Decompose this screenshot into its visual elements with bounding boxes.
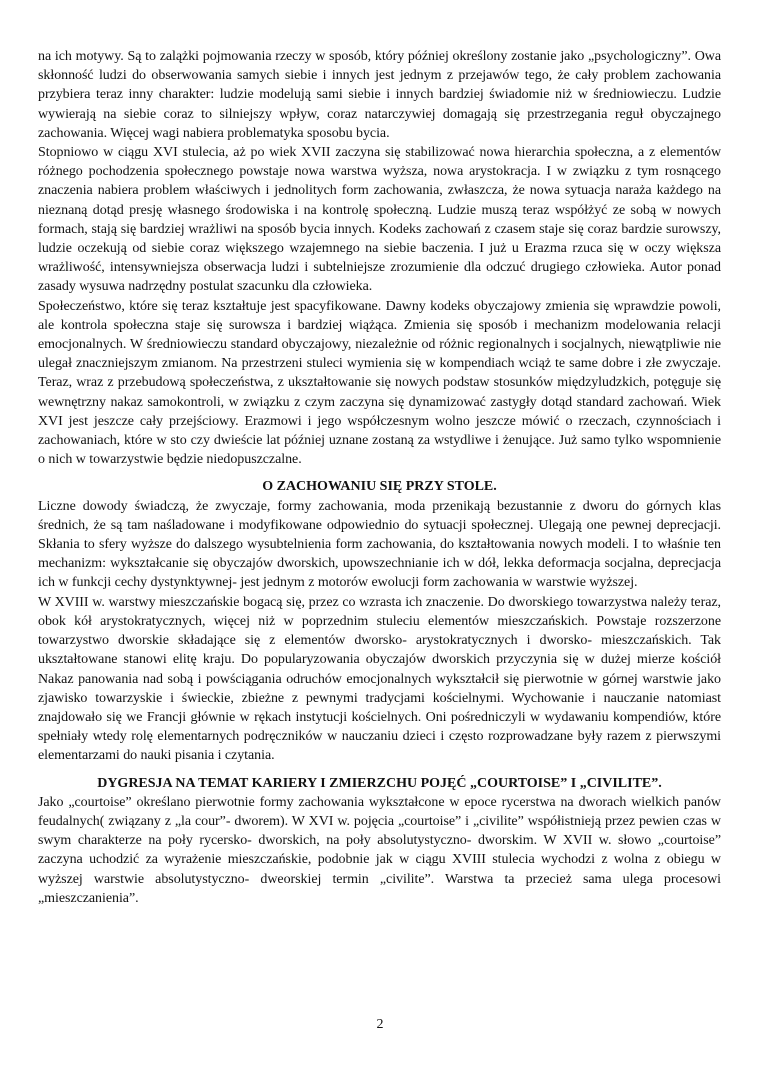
heading-digression: DYGRESJA NA TEMAT KARIERY I ZMIERZCHU POJĘĆ „COURTOISE” I „CIVILITE”. bbox=[97, 775, 662, 791]
paragraph-pacified-society: Społeczeństwo, które się teraz kształtuje jest spacyfikowane. Dawny kodeks obyczajowy zmienia się wprawdzie powoli, ale kontrola społeczna staje się surowsza i bardziej wiążąca. Zmienia się sposób i mechanizm modelowania relacji emocjonalnych. W średniowieczu standard obyczajowy, niezależnie od różnic regionalnych i socjalnych, niewątpliwie nie ulegał znaczniejszym zmianom. Na przestrzeni stuleci wymienia się w kompendiach wciąż te same dobre i złe zwyczaje. Teraz, wraz z przebudową społeczeństwa, z ukształtowanie się nowych podstaw stosunków międzyludzkich, potęguje się wewnętrzny nakaz samokontroli, w związku z czym zaczyna się dynamizować zastygły dotąd standard zachowań. Wiek XVI jest jeszcze cały przejściowy. Erazmowi i jego współczesnym wolno jeszcze mówić o rzeczach, czynnościach i zachowaniach, które w sto czy dwieście lat później uznane zostaną za wstydliwe i żenujące. Już samo tylko wspomnienie o nich w towarzystwie będzie niedopuszczalne. bbox=[38, 298, 721, 468]
paragraph-court-customs: Liczne dowody świadczą, że zwyczaje, formy zachowania, moda przenikają bezustannie z dworu do górnych klas średnich, że są tam naśladowane i modyfikowane odpowiednio do sytuacji społecznej. Ulegają one pewnej deprecjacji. Skłania to sfery wyższe do dalszego wysubtelnienia form zachowania, do kształtowania nowych modeli. I to właśnie ten mechanizm: wykształcanie się obyczajów dworskich, upowszechnianie ich w dół, lekka deformacja socjalna, deprecjacja ich w funkcji cechy dystynktywnej- jest jednym z motorów ewolucji form zachowania w warstwie wyższej. bbox=[38, 498, 721, 591]
document-page bbox=[38, 47, 721, 908]
paragraph-psychological-motives: na ich motywy. Są to zalążki pojmowania rzeczy w sposób, który później określony zostanie jako „psychologiczny”. Owa skłonność ludzi do obserwowania samych siebie i innych jest jednym z przejawów tego, że cały problem zachowania przybiera teraz inny charakter: ludzie modelują sami siebie i innych bardziej świadomie niż w średniowieczu. Ludzie wywierają na siebie coraz to silniejszy wpływ, coraz natarczywiej domagają się przestrzegania reguł obyczajnego zachowania. Więcej wagi nabiera problematyka sposobu bycia. bbox=[38, 49, 721, 141]
page-number: 2 bbox=[376, 1017, 384, 1032]
heading-table-manners: O ZACHOWANIU SIĘ PRZY STOLE. bbox=[262, 479, 497, 495]
paragraph-new-hierarchy: Stopniowo w ciągu XVI stulecia, aż po wiek XVII zaczyna się stabilizować nowa hierarchia społeczna, a z elementów różnego pochodzenia społecznego powstaje nowa warstwa wyższa, nowa arystokracja. I w związku z tym rosnącego znaczenia nabiera problem właściwych i jednolitych form zachowania, zwłaszcza, że nowa sytuacja naraża każdego na nieznaną dotąd presję własnego środowiska i na kontrolę społeczną. Ludzie muszą teraz współżyć ze sobą w nowych formach, stają się bardziej wrażliwi na sposób bycia innych. Kodeks zachowań z czasem staje się coraz bardzie surowszy, ludzie oczekują od siebie coraz większego wzajemnego na siebie baczenia. I już u Erazma rzuca się w oczy większa wrażliwość, intensywniejsza obserwacja ludzi i subtelniejsze zrozumienie dla odczuć drugiego człowieka. Autor ponad zasady wysuwa nadrzędny postulat szacunku dla człowieka. bbox=[38, 145, 721, 295]
paragraph-courtoise-civilite: Jako „courtoise” określano pierwotnie formy zachowania wykształcone w epoce rycerstwa na dworach wielkich panów feudalnych( związany z „la cour”- dworem). W XVI w. pojęcia „courtoise” i „civilite” współistnieją przez pewien czas w swym charakterze na poły rycersko- dworskich, na poły absolutystyczno- dworskim. W XVII w. słowo „courtoise” zaczyna uchodzić za wyrażenie mieszczańskie, podobnie jak w ciągu XVIII stulecia wychodzi z wolna z obiegu w wyższej warstwie absolutystyczno- dweorskiej termin „civilite”. Warstwa ta przecież sama ulega procesowi „mieszczanienia”. bbox=[38, 794, 721, 906]
paragraph-bourgeois-xviii: W XVIII w. warstwy mieszczańskie bogacą się, przez co wzrasta ich znaczenie. Do dworskiego towarzystwa należy teraz, obok kół arystokratycznych, więcej niż w poprzednim stuleciu elementów mieszczańskich. Powstaje rozszerzone towarzystwo dworskie składające się z elementów dworsko- arystokratycznych i dworsko- mieszczańskich. Tak ukształtowane stanowi elitę kraju. Do popularyzowania obyczajów dworskich przyczynia się w dużej mierze kościół Nakaz panowania nad sobą i powściągania odruchów emocjonalnych wykształcił się pierwotnie w górnej warstwie jako zjawisko towarzyskie i świeckie, zbieżne z pewnymi tradycjami kościelnymi. Wychowanie i nauczanie natomiast znajdowało się we Francji głównie w rękach instytucji kościelnych. Oni pośredniczyli w wydawaniu kompendiów, które spełniały wtedy rolę elementarnych podręczników w nauczaniu dzieci i często rozprowadzane były razem z pierwszymi elementarzami do nauki pisania i czytania. bbox=[38, 594, 721, 764]
